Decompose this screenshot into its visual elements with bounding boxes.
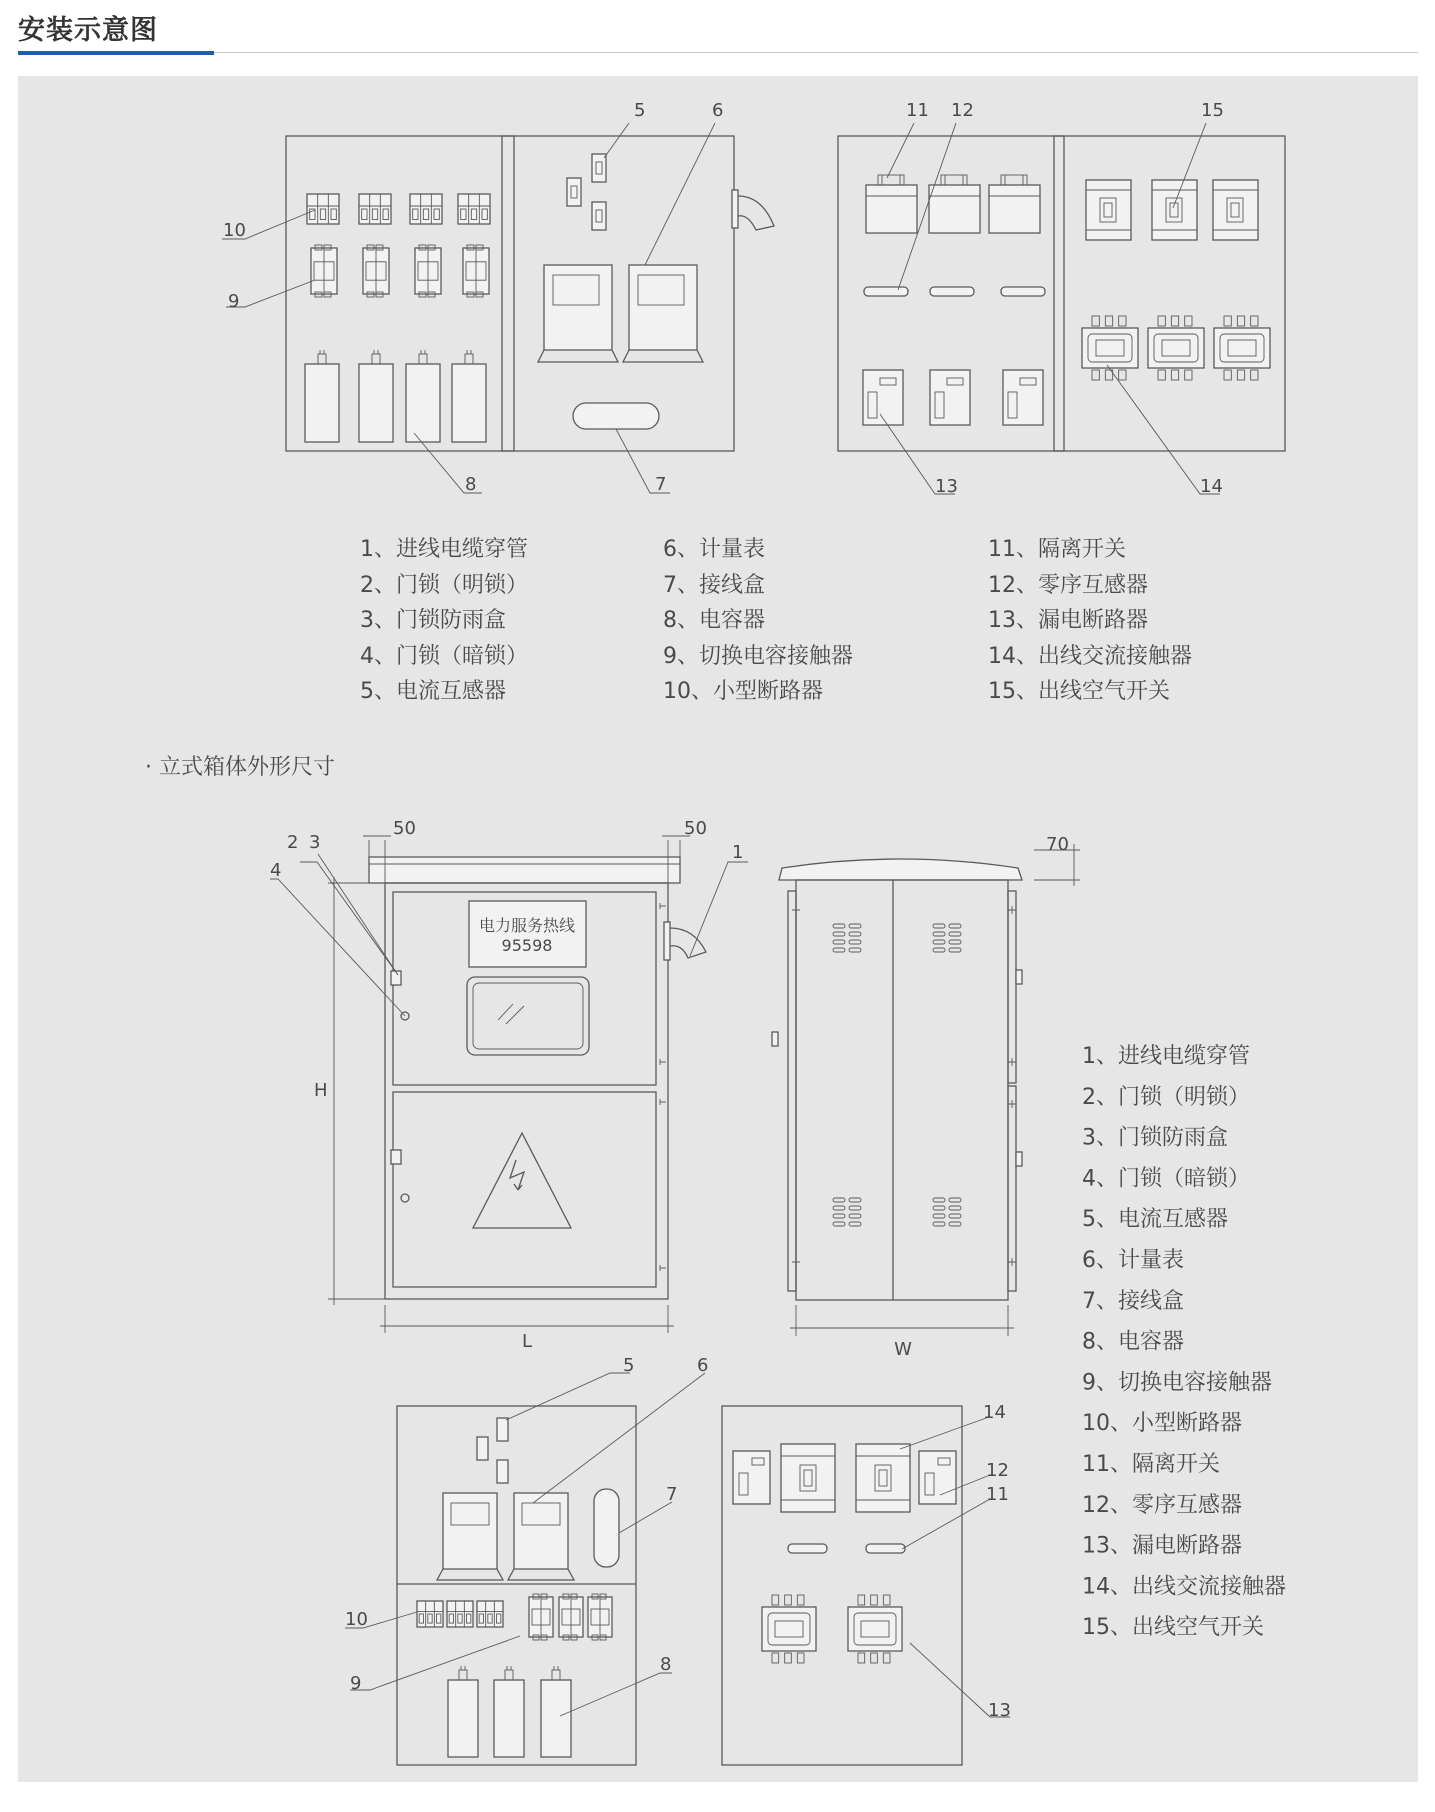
section-title: · 立式箱体外形尺寸 — [145, 755, 335, 780]
rcd-breaker — [919, 1451, 956, 1504]
capacitor-row — [305, 350, 486, 442]
callout-5: 5 — [634, 100, 646, 121]
page-title: 安装示意图 — [18, 15, 158, 46]
capacitor — [305, 350, 339, 442]
legend-item: 3、门锁防雨盒 — [1082, 1125, 1228, 1151]
legend-item: 4、门锁（暗锁） — [360, 644, 528, 669]
lower-door — [393, 1092, 656, 1287]
air-breaker — [1213, 180, 1258, 240]
callout-6: 6 — [712, 100, 724, 121]
current-transformer — [592, 154, 606, 182]
current-transformer — [497, 1460, 508, 1483]
miniature-circuit-breaker — [458, 194, 490, 224]
callout-10: 10 — [345, 1609, 368, 1630]
meter — [538, 265, 618, 362]
side-view-body — [796, 880, 1008, 1300]
capacitor — [494, 1666, 524, 1757]
junction-box — [594, 1489, 619, 1567]
legend-item: 15、出线空气开关 — [1082, 1615, 1264, 1641]
legend-item: 7、接线盒 — [1082, 1288, 1184, 1314]
top-left-divider — [502, 136, 514, 451]
callout-7: 7 — [666, 1484, 678, 1505]
dimension-50-left: 50 — [393, 818, 416, 839]
air-breaker — [856, 1444, 910, 1512]
zero-sequence-ct — [1001, 287, 1045, 296]
legend-item: 13、漏电断路器 — [988, 608, 1148, 633]
capacitor-contactor — [463, 245, 489, 297]
current-transformer — [567, 178, 581, 206]
vent-louvre-group — [933, 924, 961, 952]
zero-sequence-ct — [788, 1544, 827, 1553]
meter-viewing-window — [467, 977, 589, 1055]
legend-item: 8、电容器 — [1082, 1329, 1184, 1355]
air-breaker — [781, 1444, 835, 1512]
sign-text-line2: 95598 — [501, 936, 553, 955]
capacitor — [406, 350, 440, 442]
current-transformer — [477, 1437, 488, 1460]
capacitor-contactor — [363, 245, 389, 297]
junction-box — [573, 403, 659, 429]
current-transformer — [592, 202, 606, 230]
callout-6: 6 — [697, 1355, 709, 1376]
callout-3: 3 — [309, 832, 321, 853]
air-breaker — [1086, 180, 1131, 240]
legend-item: 1、进线电缆穿管 — [1082, 1044, 1250, 1069]
ac-contactor — [1148, 316, 1204, 380]
isolation-switch — [866, 175, 917, 233]
rcd-breaker — [863, 370, 903, 425]
ventilation-louvres — [833, 924, 961, 1226]
callout-12: 12 — [986, 1460, 1009, 1481]
callout-9: 9 — [350, 1673, 362, 1694]
callout-8: 8 — [465, 474, 477, 495]
legend-item: 3、门锁防雨盒 — [360, 608, 506, 633]
callout-14: 14 — [1200, 476, 1223, 497]
meter — [437, 1493, 503, 1580]
legend-item: 15、出线空气开关 — [988, 679, 1170, 704]
top-left-cabinet-drawing — [222, 100, 774, 495]
rcd-breaker — [930, 370, 970, 425]
callout-4: 4 — [270, 860, 282, 881]
capacitor-contactor — [529, 1594, 553, 1640]
door-lock-hidden — [401, 1194, 409, 1202]
capacitor — [448, 1666, 478, 1757]
miniature-circuit-breaker — [477, 1601, 503, 1627]
top-right-cabinet-drawing — [838, 100, 1285, 497]
capacitor-contactor — [415, 245, 441, 297]
capacitor — [541, 1666, 571, 1757]
rcd-breaker-row — [863, 370, 1043, 425]
legend-item: 2、门锁（明锁） — [360, 573, 528, 598]
callout-9: 9 — [228, 291, 240, 312]
capacitor-row — [448, 1666, 571, 1757]
legend-item: 11、隔离开关 — [988, 537, 1126, 562]
legend-item: 1、进线电缆穿管 — [360, 537, 528, 562]
capacitor — [359, 350, 393, 442]
legend-item: 11、隔离开关 — [1082, 1452, 1220, 1477]
ac-contactor — [762, 1595, 816, 1663]
legend-item: 5、电流互感器 — [360, 679, 506, 704]
legend-item: 13、漏电断路器 — [1082, 1533, 1242, 1559]
capacitor-contactor — [311, 245, 337, 297]
miniature-circuit-breaker — [410, 194, 442, 224]
meter — [508, 1493, 574, 1580]
ac-contactor — [1214, 316, 1270, 380]
callout-5: 5 — [623, 1355, 635, 1376]
legend-item: 12、零序互感器 — [988, 573, 1148, 598]
capacitor-contactor — [559, 1594, 583, 1640]
callout-15: 15 — [1201, 100, 1224, 121]
legend-item: 6、计量表 — [1082, 1248, 1184, 1273]
cabinet-front-view — [270, 818, 748, 1352]
vent-louvre-group — [833, 1198, 861, 1226]
miniature-circuit-breaker — [307, 194, 339, 224]
legend-item: 14、出线交流接触器 — [988, 644, 1192, 669]
callout-13: 13 — [935, 476, 958, 497]
capacitor-contactor-row — [311, 245, 489, 297]
miniature-circuit-breaker — [359, 194, 391, 224]
vent-louvre-group — [833, 924, 861, 952]
door-lock-exposed — [391, 971, 401, 985]
cable-conduit — [664, 922, 706, 960]
top-legend — [360, 537, 1192, 704]
capacitor-contactor — [588, 1594, 612, 1640]
right-legend — [1082, 1044, 1286, 1640]
zero-sequence-ct — [866, 1544, 905, 1553]
cable-conduit — [732, 190, 774, 230]
ac-contactor — [848, 1595, 902, 1663]
current-transformer — [497, 1418, 508, 1441]
callout-11: 11 — [906, 100, 929, 121]
ac-contactor — [1082, 316, 1138, 380]
ac-contactor-row — [1082, 316, 1270, 380]
bottom-left-cabinet-drawing — [345, 1355, 708, 1765]
ac-contactor-row — [762, 1595, 902, 1663]
callout-12: 12 — [951, 100, 974, 121]
legend-item: 2、门锁（明锁） — [1082, 1084, 1250, 1110]
legend-item: 7、接线盒 — [663, 573, 765, 598]
dimension-50-right: 50 — [684, 818, 707, 839]
sign-text-line1: 电力服务热线 — [478, 916, 576, 935]
legend-item: 10、小型断路器 — [663, 679, 823, 704]
dimension-W: W — [894, 1339, 912, 1360]
legend-item: 10、小型断路器 — [1082, 1411, 1242, 1437]
cabinet-roof — [369, 857, 680, 883]
air-breaker — [1152, 180, 1197, 240]
meter — [623, 265, 703, 362]
isolation-switch-row — [866, 175, 1040, 233]
high-voltage-warning-sign — [473, 1133, 571, 1228]
legend-item: 6、计量表 — [663, 537, 765, 562]
callout-13: 13 — [988, 1700, 1011, 1721]
legend-item: 8、电容器 — [663, 608, 765, 633]
dimension-L: L — [521, 1331, 533, 1352]
air-breaker-row — [1086, 180, 1258, 240]
legend-item: 5、电流互感器 — [1082, 1207, 1228, 1233]
legend-item: 4、门锁（暗锁） — [1082, 1166, 1250, 1192]
side-view-roof — [779, 859, 1022, 880]
legend-item: 12、零序互感器 — [1082, 1492, 1242, 1518]
callout-8: 8 — [660, 1654, 672, 1675]
door-lock-exposed — [391, 1150, 401, 1164]
callout-14: 14 — [983, 1402, 1006, 1423]
legend-item: 9、切换电容接触器 — [663, 644, 853, 669]
zero-sequence-ct-row — [864, 287, 1045, 296]
zero-sequence-ct — [864, 287, 908, 296]
zero-sequence-ct — [930, 287, 974, 296]
bottom-right-cabinet-drawing — [722, 1402, 1011, 1765]
callout-1: 1 — [732, 842, 744, 863]
legend-item: 9、切换电容接触器 — [1082, 1370, 1272, 1396]
top-right-divider — [1054, 136, 1064, 451]
callout-10: 10 — [223, 220, 246, 241]
legend-item: 14、出线交流接触器 — [1082, 1574, 1286, 1600]
isolation-switch — [929, 175, 980, 233]
cabinet-side-view — [772, 834, 1080, 1360]
dimension-H: H — [314, 1080, 328, 1101]
capacitor — [452, 350, 486, 442]
callout-11: 11 — [986, 1484, 1009, 1505]
capacitor-contactor-row — [529, 1594, 612, 1640]
rcd-breaker — [1003, 370, 1043, 425]
dimension-70: 70 — [1046, 834, 1069, 855]
side-hinges — [772, 906, 1022, 1266]
callout-7: 7 — [655, 474, 667, 495]
vent-louvre-group — [933, 1198, 961, 1226]
isolation-switch — [989, 175, 1040, 233]
miniature-circuit-breaker — [447, 1601, 473, 1627]
rcd-breaker — [733, 1451, 770, 1504]
callout-2: 2 — [287, 832, 299, 853]
mcb-row — [307, 194, 490, 224]
mcb-row — [417, 1601, 503, 1627]
miniature-circuit-breaker — [417, 1601, 443, 1627]
